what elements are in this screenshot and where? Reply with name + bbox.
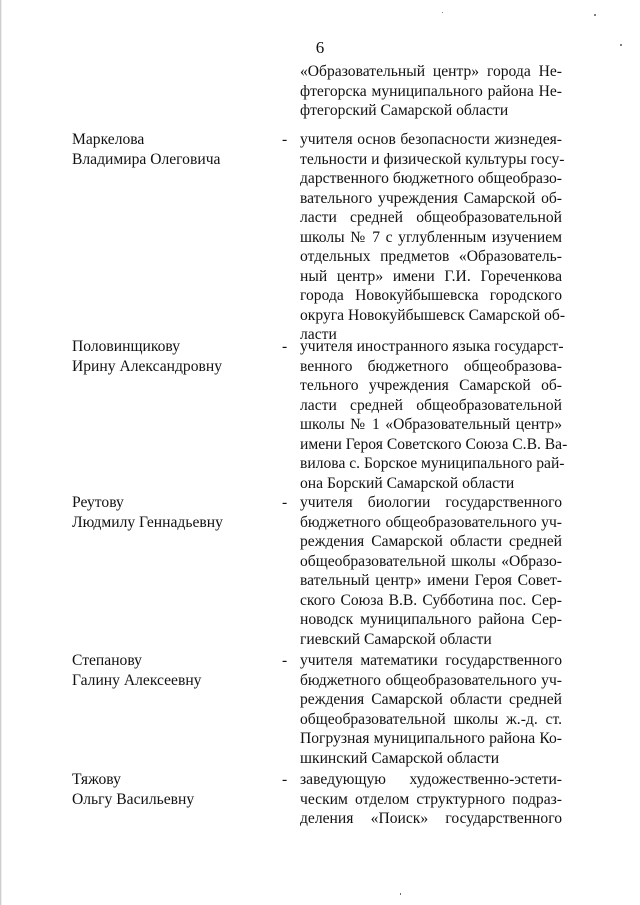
entry-given-names: Ирину Александровну (72, 357, 223, 375)
description-line: реждения Самарской области средней (300, 533, 562, 550)
scan-speck (594, 14, 596, 16)
continuation-line: фтегорска муниципального района Не- (300, 82, 562, 100)
entry-given-names: Галину Алексеевну (72, 671, 202, 689)
entry-surname: Реутову (72, 494, 124, 511)
description-line: ласти (300, 326, 337, 343)
description-line: венного бюджетного общеобразова- (300, 357, 562, 375)
entry-surname: Маркелова (72, 131, 145, 148)
entry-dash: - (282, 652, 288, 669)
description-line: Погрузная муниципального района Ко- (300, 730, 562, 747)
description-line: школы № 1 «Образовательный центр» (300, 416, 562, 433)
description-line: имени Героя Советского Союза С.В. Ва- (300, 435, 568, 453)
description-line: деления «Поиск» государственного (300, 810, 562, 827)
entry-name-polovinshchikova (72, 337, 272, 376)
description-line: ческим отделом структурного подраз- (300, 790, 562, 808)
description-line: она Борский Самарской области (300, 474, 515, 492)
entry-dash: - (282, 338, 288, 355)
description-line: реждения Самарской области средней (300, 691, 562, 708)
description-line: округа Новокуйбышевск Самарской об- (300, 306, 566, 324)
continuation-line: «Образовательный центр» города Не- (300, 63, 562, 80)
description-line: общеобразовательной школы ж.-д. ст. (300, 710, 562, 728)
scan-speck (620, 44, 622, 46)
description-line: города Новокуйбышевска городского (300, 287, 562, 304)
description-line: дарственного бюджетного общеобразо- (300, 170, 562, 187)
description-line: тельности и физической культуры госу- (300, 150, 565, 168)
entry-description-stepanova (300, 651, 562, 768)
entry-description-polovinshchikova (300, 337, 568, 493)
entry-dash: - (282, 494, 288, 511)
entry-surname: Степанову (72, 652, 142, 669)
entry-dash: - (282, 771, 288, 788)
entry-description-reutova (300, 493, 562, 649)
description-line: ласти средней общеобразовательной (300, 396, 562, 414)
entry-description-tyazhova (300, 770, 562, 829)
description-line: бюджетного общеобразовательного уч- (300, 513, 562, 531)
description-line: вательный центр» имени Героя Совет- (300, 572, 562, 589)
entry-name-reutova (72, 493, 272, 532)
scan-speck (400, 893, 401, 895)
scan-speck (442, 12, 443, 13)
description-line: бюджетного общеобразовательного уч- (300, 671, 562, 689)
continuation-text (300, 62, 562, 121)
description-line: тельного учреждения Самарской об- (300, 377, 562, 394)
entry-name-markelov (72, 130, 272, 169)
continuation-line: фтегорский Самарской области (300, 102, 509, 119)
entry-given-names: Владимира Олеговича (72, 150, 221, 168)
page-number: 6 (315, 38, 325, 57)
description-line: ный центр» имени Г.И. Гореченкова (300, 267, 562, 285)
description-line: учителя биологии государственного (300, 494, 562, 511)
entry-dash: - (282, 131, 288, 148)
description-line: шкинский Самарской области (300, 749, 500, 767)
description-line: учителя математики государственного (300, 652, 562, 669)
entry-given-names: Людмилу Геннадьевну (72, 513, 223, 531)
description-line: гиевский Самарской области (300, 630, 492, 648)
description-line: школы № 7 с углубленным изучением (300, 228, 562, 246)
entry-surname: Тяжову (72, 771, 121, 788)
description-line: общеобразовательной школы «Образо- (300, 552, 562, 570)
entry-description-markelov (300, 130, 566, 345)
description-line: учителя основ безопасности жизнедея- (300, 131, 562, 148)
entry-name-stepanova (72, 651, 272, 690)
entry-given-names: Ольгу Васильевну (72, 790, 195, 808)
scan-edge-shadow (0, 0, 2, 905)
description-line: ского Союза В.В. Субботина пос. Сер- (300, 591, 562, 609)
description-line: отдельных предметов «Образователь- (300, 248, 562, 265)
description-line: вилова с. Борское муниципального рай- (300, 455, 565, 472)
description-line: ласти средней общеобразовательной (300, 209, 562, 226)
description-line: вательного учреждения Самарской об- (300, 189, 562, 207)
entry-name-tyazhova (72, 770, 272, 809)
entry-surname: Половинщикову (72, 338, 181, 355)
description-line: новодск муниципального района Сер- (300, 611, 562, 628)
description-line: заведующую художественно-эстети- (300, 771, 562, 788)
description-line: учителя иностранного языка государст- (300, 338, 564, 355)
